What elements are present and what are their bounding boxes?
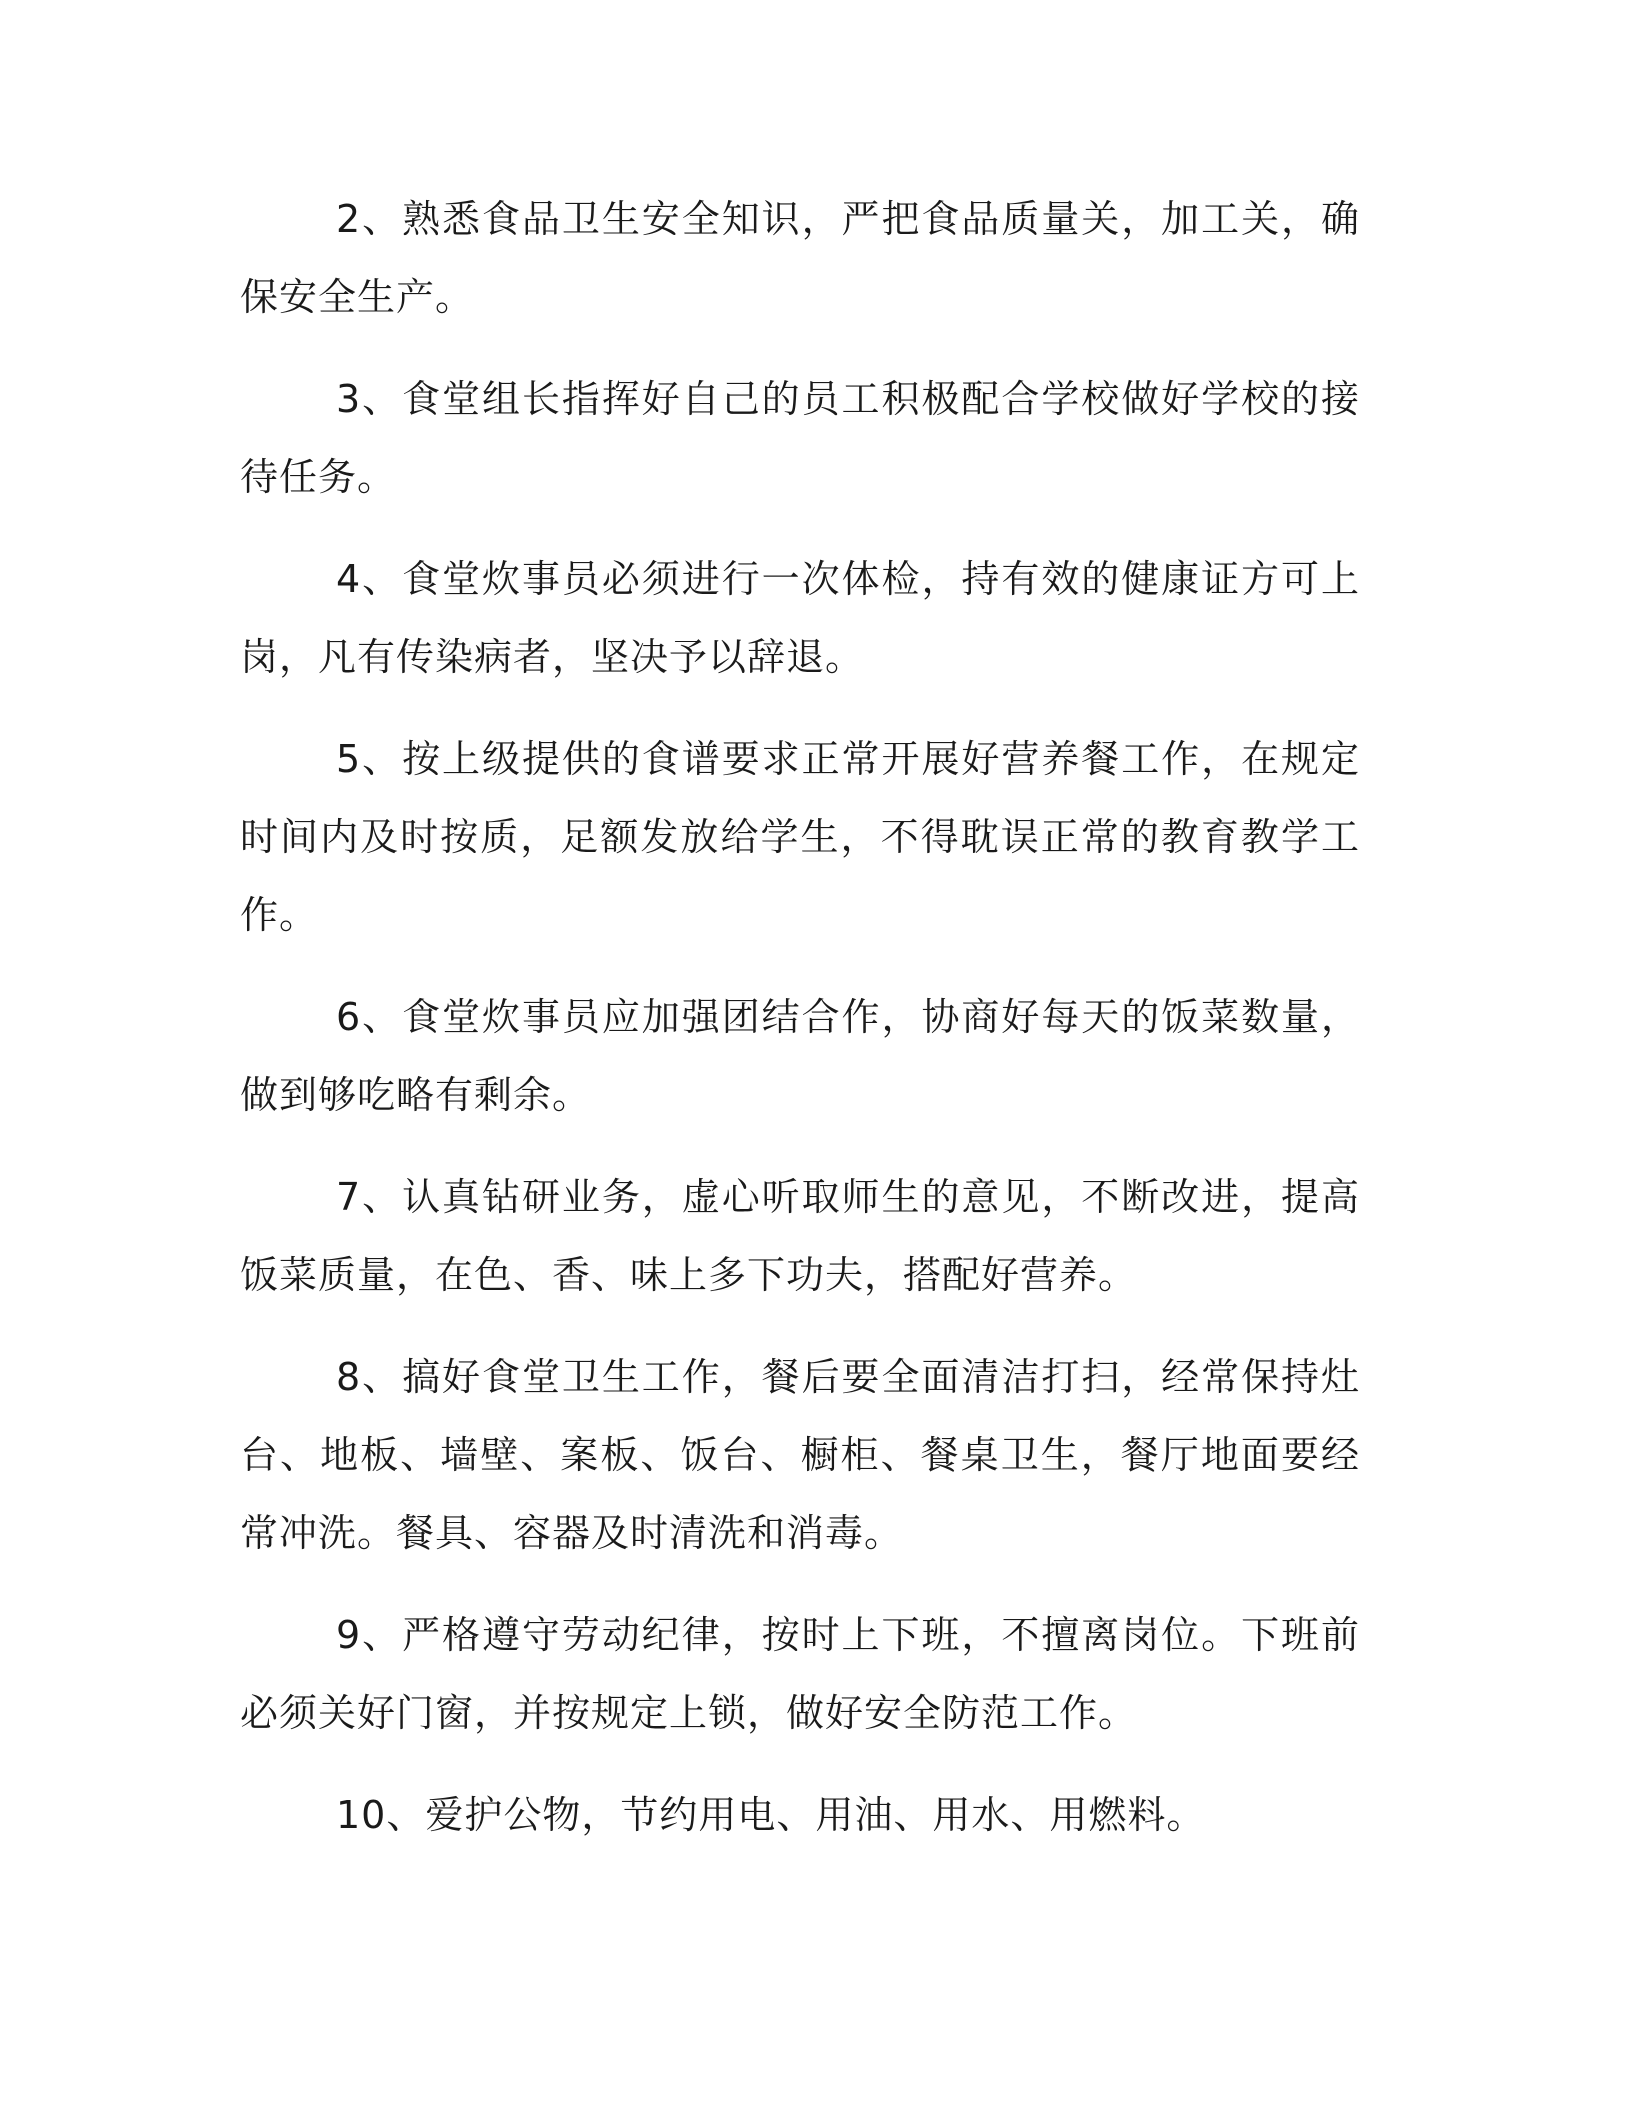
- list-item-8: 8、搞好食堂卫生工作，餐后要全面清洁打扫，经常保持灶台、地板、墙壁、案板、饭台、橱柜、餐桌卫生，餐厅地面要经常冲洗。餐具、容器及时清洗和消毒。: [240, 1355, 1360, 1555]
- list-item-7: 7、认真钻研业务，虚心听取师生的意见，不断改进，提高饭菜质量，在色、香、味上多下功夫，搭配好营养。: [240, 1175, 1360, 1297]
- list-item-6: 6、食堂炊事员应加强团结合作，协商好每天的饭菜数量，做到够吃略有剩余。: [240, 995, 1360, 1117]
- list-item-2: 2、熟悉食品卫生安全知识，严把食品质量关，加工关，确保安全生产。: [240, 197, 1360, 319]
- list-item-10: 10、爱护公物，节约用电、用油、用水、用燃料。: [336, 1793, 1206, 1837]
- list-item-5: 5、按上级提供的食谱要求正常开展好营养餐工作，在规定时间内及时按质，足额发放给学生，不得耽误正常的教育教学工作。: [240, 737, 1360, 937]
- document-body: [240, 180, 1360, 1878]
- list-item-4: 4、食堂炊事员必须进行一次体检，持有效的健康证方可上岗，凡有传染病者，坚决予以辞退。: [240, 557, 1360, 679]
- list-item-3: 3、食堂组长指挥好自己的员工积极配合学校做好学校的接待任务。: [240, 377, 1360, 499]
- list-item-9: 9、严格遵守劳动纪律，按时上下班，不擅离岗位。下班前必须关好门窗，并按规定上锁，做好安全防范工作。: [240, 1613, 1360, 1735]
